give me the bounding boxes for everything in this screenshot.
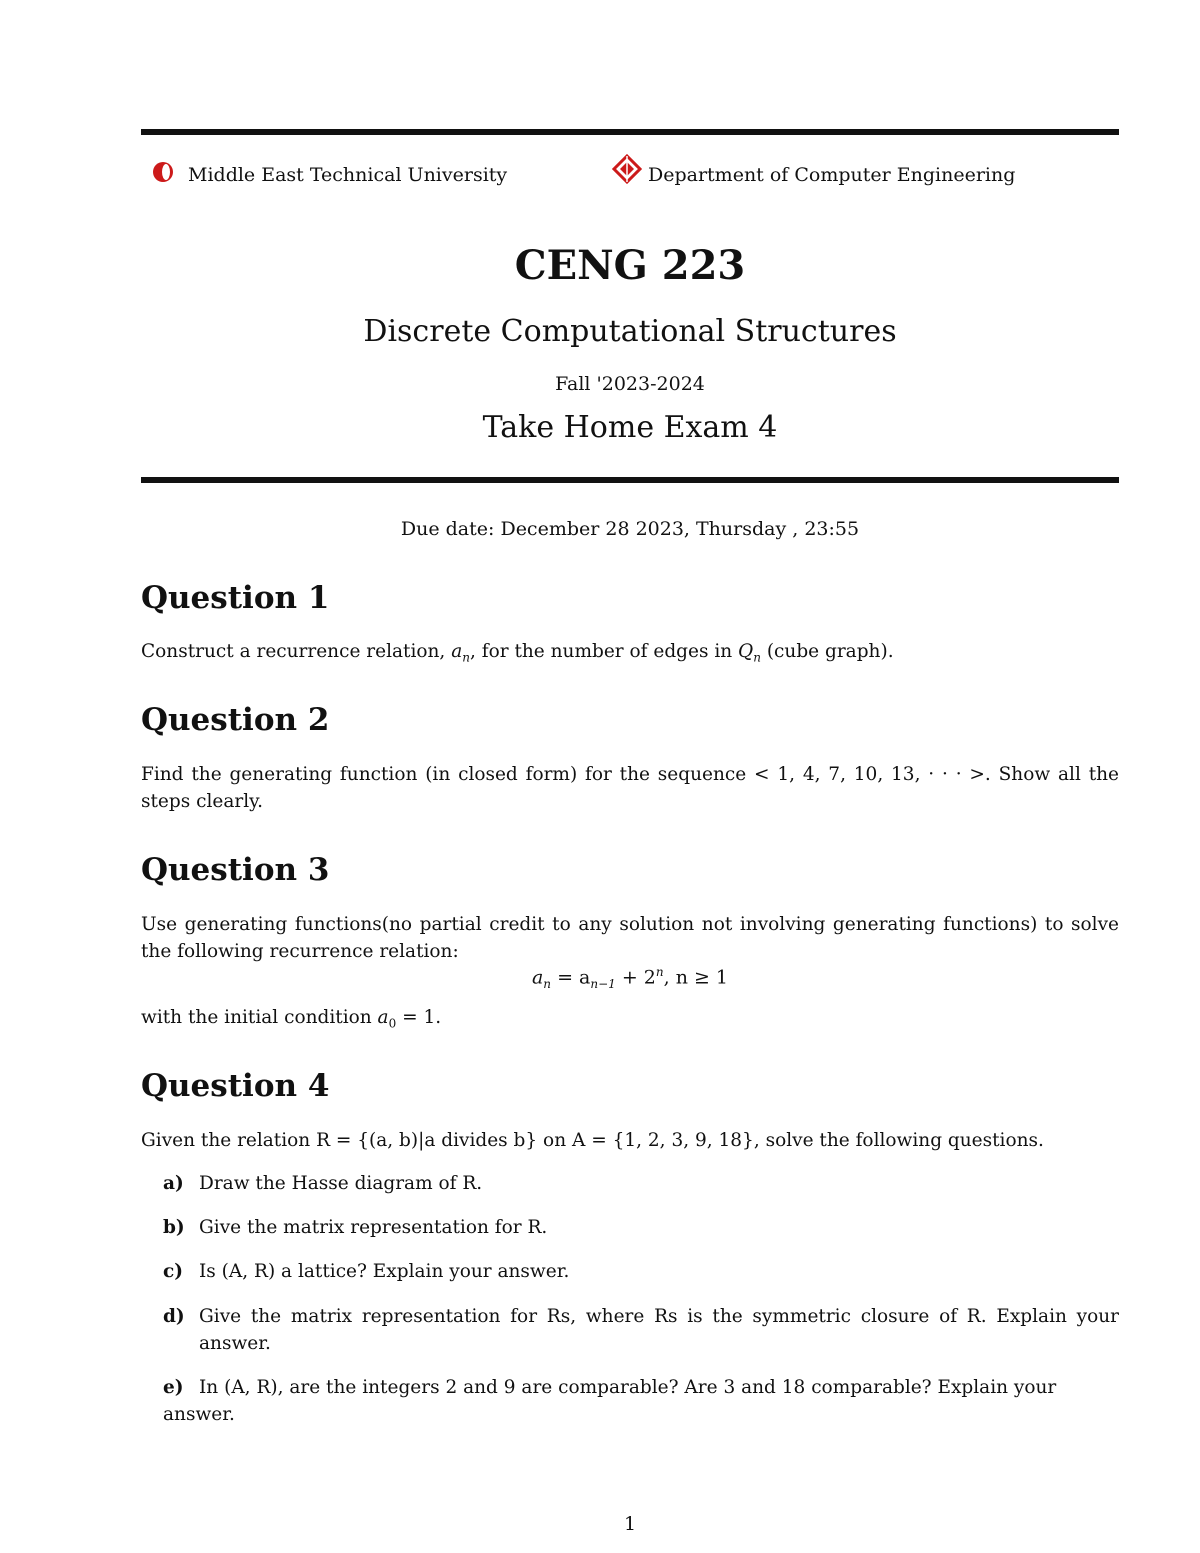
question-4-item-c: c) Is (A, R) a lattice? Explain your answer. [163,1261,570,1282]
question-2-heading: Question 2 [141,702,330,738]
question-4-heading: Question 4 [141,1068,330,1104]
department-name: Department of Computer Engineering [648,164,1016,186]
question-1-heading: Question 1 [141,580,330,616]
top-rule [141,129,1119,135]
recurrence-equation: $a_n = a_{n-1} + 2^n$, n ≥ 1 [531,965,729,992]
metu-logo-icon [152,160,178,190]
term: Fall '2023-2024 [555,373,705,395]
page-number: 1 [623,1513,637,1535]
question-1-text: Construct a recurrence relation, $a_n$, for the number of edges in $Q_n$ (cube graph). [141,641,894,665]
bottom-rule [141,477,1119,483]
due-date: Due date: December 28 2023, Thursday , 23:55 [400,518,860,540]
question-4-item-e: e) In (A, R), are the integers 2 and 9 are comparable? Are 3 and 18 comparable? Explain your answer. [163,1377,1057,1425]
question-4-item-d: d) Give the matrix representation for Rs, where Rs is the symmetric closure of R. Explain your answer. [163,1306,1119,1354]
course-code: CENG 223 [514,242,746,289]
question-3-text: Use generating functions(no partial credit to any solution not involving generating functions) to solve the following recurrence relation: [141,914,1119,962]
ceng-logo-icon [612,154,642,188]
question-4-item-b: b) Give the matrix representation for R. [163,1217,548,1238]
university-name: Middle East Technical University [188,164,508,186]
initial-condition: with the initial condition $a_0 = 1$. [141,1007,442,1031]
question-4-item-a: a) Draw the Hasse diagram of R. [163,1173,483,1194]
question-2-text: Find the generating function (in closed form) for the sequence < 1, 4, 7, 10, 13, · · · >. Show all the steps clearly. [141,764,1119,812]
question-4-intro: Given the relation R = {(a, b)|a divides b} on A = {1, 2, 3, 9, 18}, solve the following questions. [141,1130,1044,1151]
exam-title: Take Home Exam 4 [482,410,778,445]
question-3-heading: Question 3 [141,852,330,888]
course-name: Discrete Computational Structures [363,314,897,349]
